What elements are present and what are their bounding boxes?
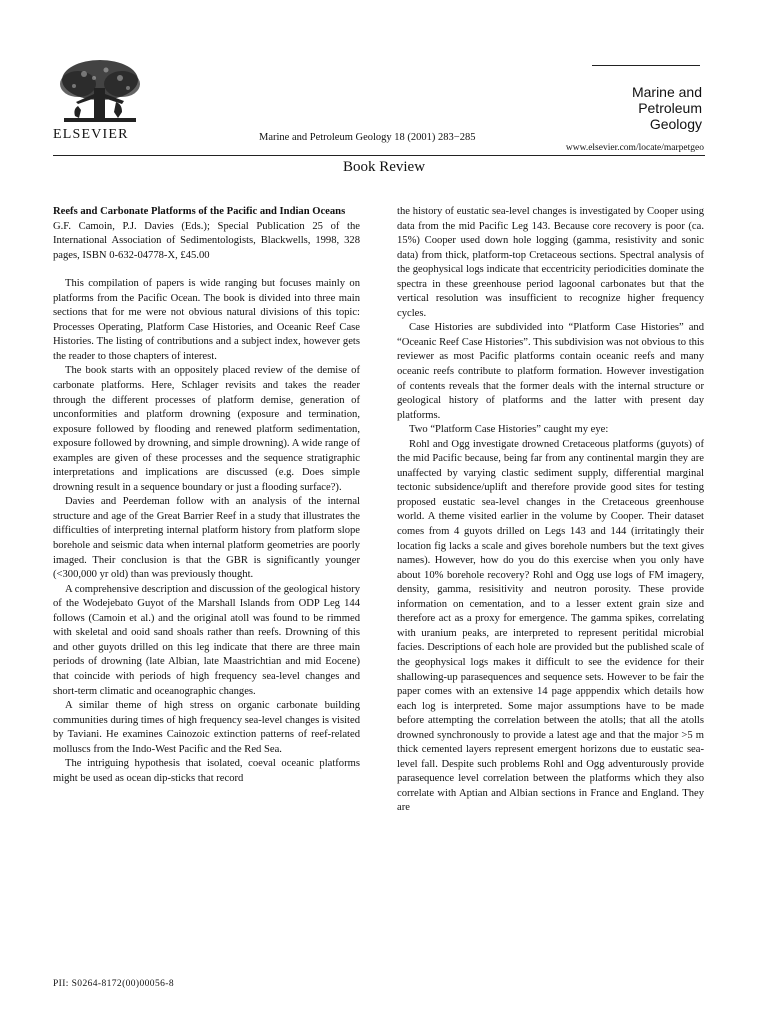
journal-title-line1: Marine and bbox=[631, 84, 702, 100]
paragraph: Davies and Peerdeman follow with an analysis of the internal structure and age of the Great Barrier Reef in a study that illustrates the difficulties of interpreting internal platform history from platform slope borehole and seismic data when internal platform geometries are poorly imaged. Their conclusion is that the GBR is significantly younger (<300,000 yr old) than was previously thought. bbox=[53, 496, 360, 581]
journal-title bbox=[592, 84, 702, 132]
brand-rule bbox=[592, 65, 700, 66]
paragraph: the history of eustatic sea-level changes is investigated by Cooper using data from the mid Pacific Leg 143. Because core recovery is poor (ca. 15%) Cooper used down hole logging (gamma, resistivity and sonic data) from thick, platform-top Cretaceous sections. Spectral analysis of the geophysical logs indicate that eccentricity periodicities dominate the spectra in these greenhouse period lagoonal carbonates but that the vertical resolution was insufficient to recognize higher frequency cycles. bbox=[397, 206, 704, 319]
elsevier-tree-logo bbox=[54, 58, 146, 128]
paragraph: Rohl and Ogg investigate drowned Cretaceous platforms (guyots) of the mid Pacific because, being far from any continental margin they are unaffected by varying clastic sediment supply, differential marginal tectonic subsidence/uplift and therefore provide good sites for testing proposed eustatic sea-level changes in the Cretaceous greenhouse world. A theme visited earlier in the volume by Cooper. Their dataset comes from 4 guyots drilled on Legs 143 and 144 (irritatingly their location fig lacks a scale and gives borehole numbers but the text gives names). However, how do you do this exercise when you only have about 10% borehole recovery? Rohl and Ogg use logs of FM imagery, density, gamma, resisitivity and neutron porosity. These provide information on cementation, and to a lesser extent grain size and therefore act as a proxy for emergence. The gamma spikes, correlating with uranium peaks, are interpreted to represent peritidal microbial facies. Descriptions of each hole are provided but the published scale of the geophysical logs makes it difficult to see the evidence for their shallowing-up parasequences and sequence sets. However to be fair the paper comes with an extensive 14 page apppendix which details how each log is interpreted. Some major assumptions have to be made before attempting the correlation between the atolls; that all the atolls drowned synchronously to provide a latest age and that the major >5 m thick cemented layers represent emergent horizons due to eustatic sea-level fall. Despite such problems Rohl and Ogg adventurously provide parasequence level correlation between the platforms which they also correlate with Aptian and Albian sections in France and England. They are bbox=[397, 438, 704, 814]
paragraph: This compilation of papers is wide ranging but focuses mainly on platforms from the Pacific Ocean. The book is divided into three main sections that for me were not obvious natural divisions of this topic: Processes Operating, Platform Case Histories, and Oceanic Reef Case Histories. The listing of contributions and a subject index, however gets the reader to those chapters of interest. bbox=[53, 278, 360, 362]
tree-logo-icon bbox=[54, 58, 146, 128]
book-citation: G.F. Camoin, P.J. Davies (Eds.); Special Publication 25 of the International Association of Sedimentologists, Blackwells, 1998, 328 pages, ISBN 0-632-04778-X, £45.00 bbox=[53, 220, 360, 261]
pii-identifier: PII: S0264-8172(00)00056-8 bbox=[53, 979, 174, 989]
paragraph: A similar theme of high stress on organic carbonate building communities during times of high frequency sea-level changes is visited by Taviani. He examines Cainozoic extinction patterns of reef-related molluscs from the Indo-West Pacific and the Red Sea. bbox=[53, 700, 360, 755]
publisher-name: ELSEVIER bbox=[53, 127, 129, 142]
paragraph: Case Histories are subdivided into “Platform Case Histories” and “Oceanic Reef Case Histories”. This subdivision was not obvious to this reviewer as most Pacific platforms contain oceanic reefs and many oceanic reefs contribute to platform formation. However investigation of contents reveals that the former deals with the internal structure or geological history of platforms and the latter with present day platforms. bbox=[397, 322, 704, 421]
paragraph: A comprehensive description and discussion of the geological history of the Wodejebato Guyot of the Marshall Islands from ODP Leg 144 follows (Camoin et al.) and the original atoll was found to be rimmed with skeletal and ooid sand shoals rather than reefs. Drowning of this and other guyots drilled on this leg indicate that there are three main periods of drowning (late Albian, late Maastrichtian and mid Eocene) that coincide with periods of high frequency sea-level changes and short-term climatic and oceanographic changes. bbox=[53, 583, 360, 697]
paragraph: Two “Platform Case Histories” caught my eye: bbox=[409, 424, 609, 436]
paragraph: The intriguing hypothesis that isolated, coeval oceanic platforms might be used as ocean dip-sticks that record bbox=[53, 758, 360, 784]
journal-reference: Marine and Petroleum Geology 18 (2001) 283−285 bbox=[259, 132, 476, 143]
right-column bbox=[397, 205, 704, 816]
journal-title-line2: Petroleum Geology bbox=[638, 100, 702, 132]
left-column bbox=[53, 205, 360, 786]
header-rule bbox=[53, 155, 705, 156]
journal-website-link[interactable]: www.elsevier.com/locate/marpetgeo bbox=[565, 143, 704, 153]
section-title: Book Review bbox=[342, 159, 426, 175]
book-title: Reefs and Carbonate Platforms of the Pacific and Indian Oceans bbox=[53, 206, 346, 217]
paragraph: The book starts with an oppositely placed review of the demise of carbonate platforms. Here, Schlager revisits and takes the reader through the different processes of platform demise, generation of unconformities and platform drowning (exposure and termination, exposure followed by flooding and renewed platform sedimentation, exposure followed by drowning, and simple drowning). A wide range of examples are given of these processes and the sequence stratigraphic interpretations and implications are discussed (e.g. Does simple drowning result in a sequence boundary or just a flooding surface?). bbox=[53, 365, 360, 493]
